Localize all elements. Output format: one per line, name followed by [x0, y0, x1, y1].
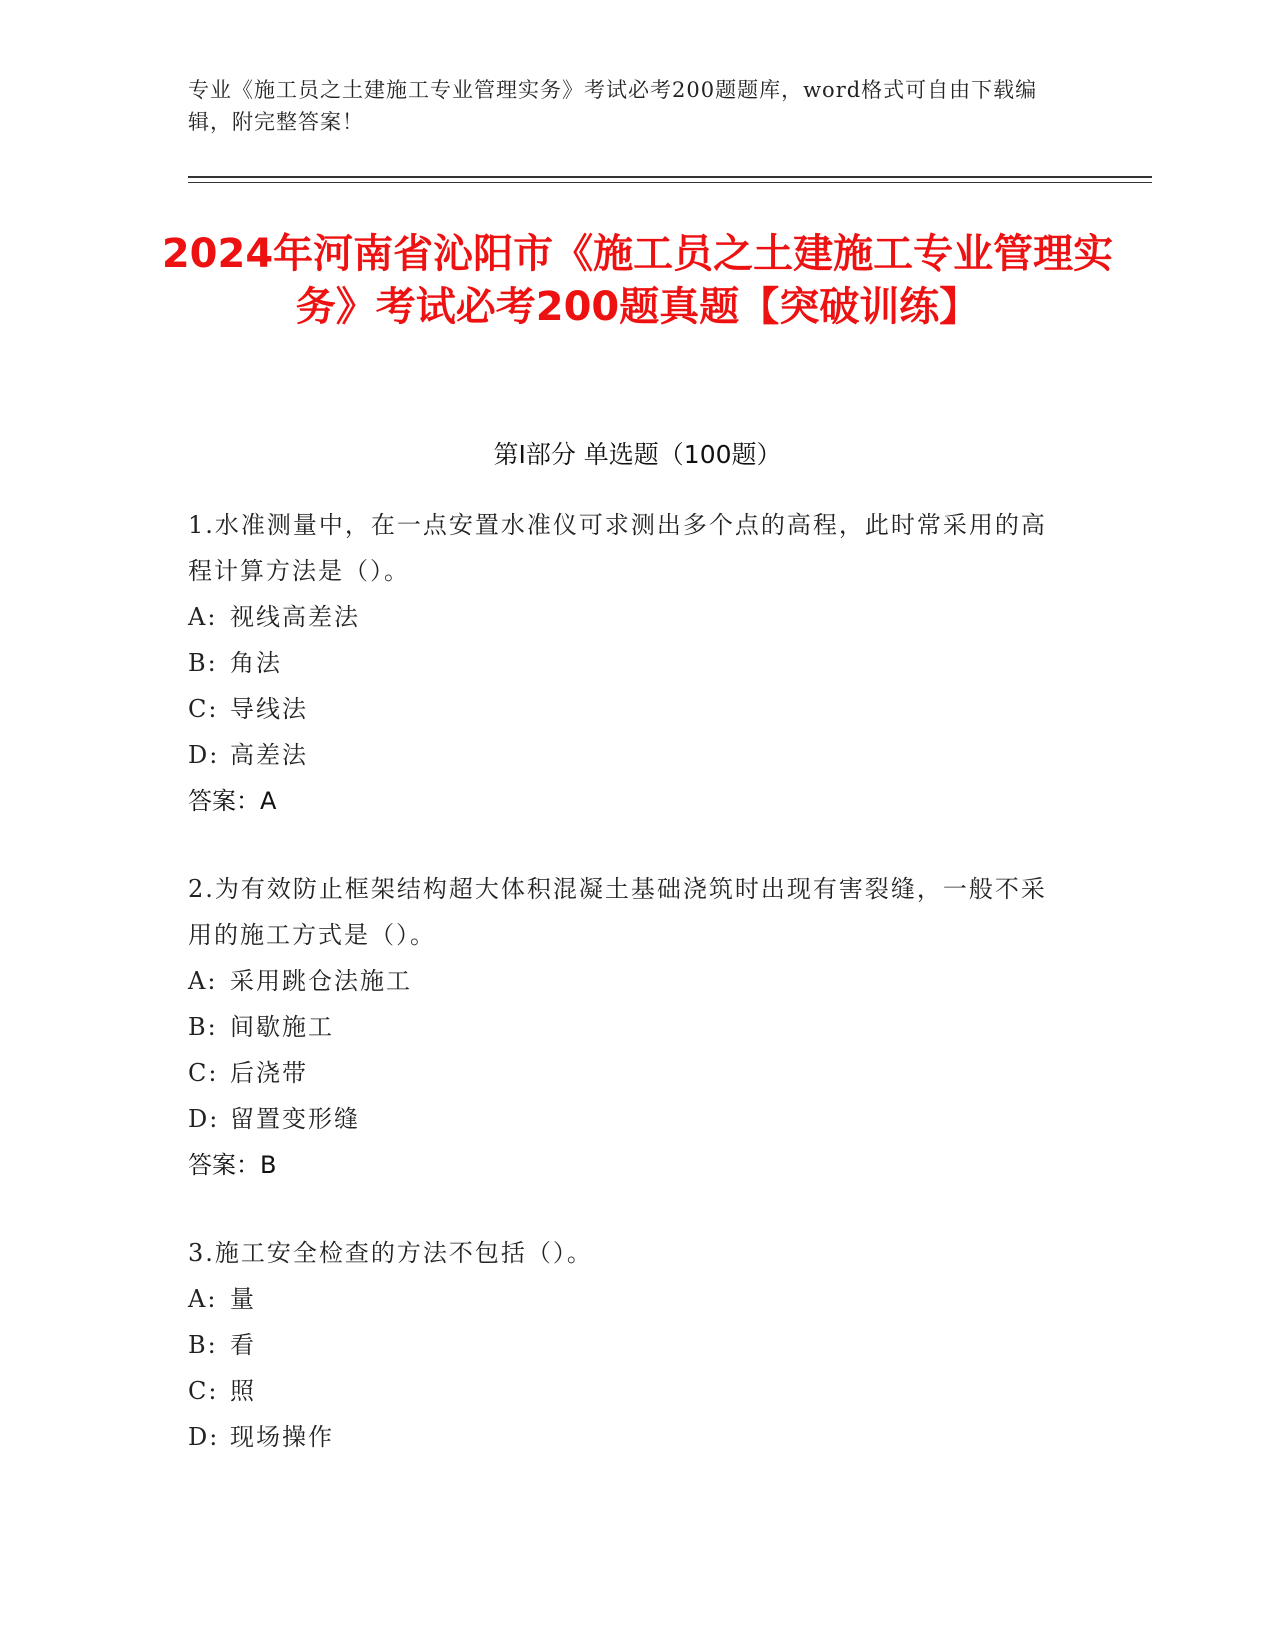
option-b	[188, 640, 1068, 686]
option-letter: C:	[188, 695, 219, 723]
header-divider-thick	[188, 176, 1152, 178]
option-c	[188, 1368, 1068, 1414]
option-b	[188, 1322, 1068, 1368]
option-c	[188, 1050, 1068, 1096]
option-b	[188, 1004, 1068, 1050]
option-letter: C:	[188, 1059, 219, 1087]
option-letter: B:	[188, 1331, 218, 1359]
answer-line: 答案：A	[188, 787, 277, 815]
option-letter: B:	[188, 1013, 218, 1041]
option-letter: D:	[188, 1105, 220, 1133]
answer-line: 答案：B	[188, 1151, 277, 1179]
option-d	[188, 1096, 1068, 1142]
option-text: 高差法	[230, 741, 308, 769]
header-note: 专业《施工员之土建施工专业管理实务》考试必考200题题库，word格式可自由下载编辑，附完整答案！	[188, 78, 1038, 134]
option-letter: A:	[188, 967, 218, 995]
option-text: 照	[230, 1377, 256, 1405]
option-text: 看	[230, 1331, 256, 1359]
option-text: 导线法	[230, 695, 308, 723]
option-c	[188, 686, 1068, 732]
option-letter: A:	[188, 1285, 218, 1313]
option-letter: D:	[188, 1423, 220, 1451]
option-text: 角法	[230, 649, 282, 677]
question-text: 1.水准测量中，在一点安置水准仪可求测出多个点的高程，此时常采用的高程计算方法是（）。	[188, 511, 1047, 585]
option-letter: B:	[188, 649, 218, 677]
option-text: 间歇施工	[230, 1013, 334, 1041]
option-d	[188, 1414, 1068, 1460]
option-text: 视线高差法	[230, 603, 360, 631]
option-a	[188, 1276, 1068, 1322]
option-text: 采用跳仓法施工	[230, 967, 412, 995]
question-1	[188, 502, 1068, 824]
option-letter: A:	[188, 603, 218, 631]
option-a	[188, 594, 1068, 640]
document-title: 2024年河南省沁阳市《施工员之土建施工专业管理实务》考试必考200题真题【突破训练】	[161, 231, 1114, 330]
question-text: 3.施工安全检查的方法不包括（）。	[188, 1239, 593, 1267]
option-text: 留置变形缝	[230, 1105, 360, 1133]
option-letter: D:	[188, 741, 220, 769]
option-d	[188, 732, 1068, 778]
section-heading: 第I部分 单选题（100题）	[493, 440, 782, 469]
option-text: 现场操作	[230, 1423, 334, 1451]
option-a	[188, 958, 1068, 1004]
question-3	[188, 1230, 1068, 1460]
header-divider-thin	[188, 182, 1152, 183]
option-letter: C:	[188, 1377, 219, 1405]
question-2	[188, 866, 1068, 1188]
option-text: 量	[230, 1285, 256, 1313]
question-text: 2.为有效防止框架结构超大体积混凝土基础浇筑时出现有害裂缝，一般不采用的施工方式是（）。	[188, 875, 1047, 949]
option-text: 后浇带	[230, 1059, 308, 1087]
